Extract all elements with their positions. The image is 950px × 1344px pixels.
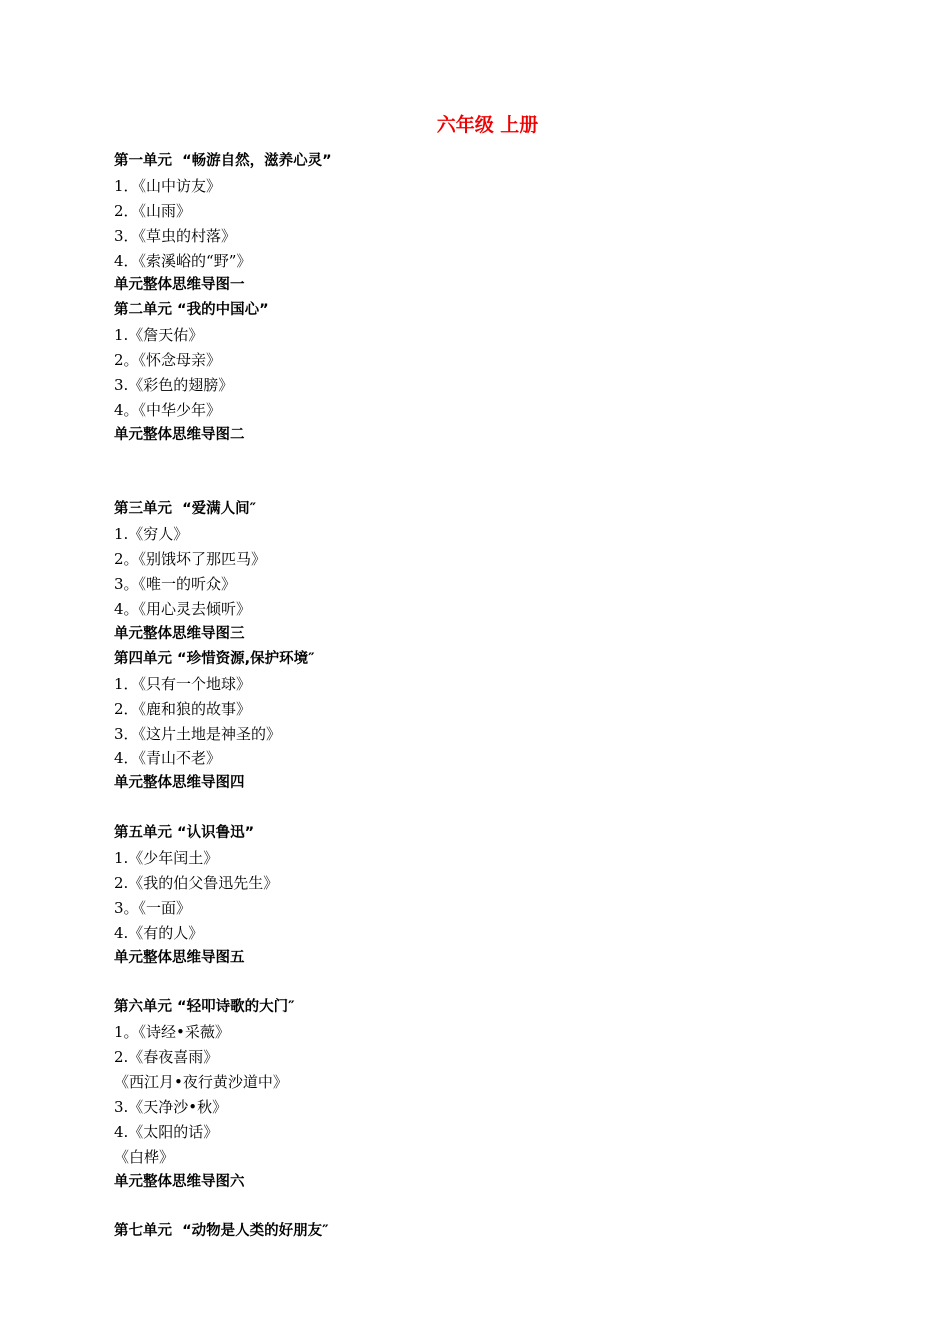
- lesson-item: 1．《山中访友》: [114, 176, 222, 195]
- lesson-item: 1.《少年闰土》: [114, 848, 219, 867]
- unit-summary: 单元整体思维导图五: [114, 949, 245, 966]
- unit-heading: 第三单元 “爱满人间″: [114, 501, 257, 518]
- unit-summary: 单元整体思维导图三: [114, 625, 245, 642]
- lesson-item: 3．《草虫的村落》: [114, 226, 237, 245]
- lesson-item: 3。《一面》: [114, 898, 192, 917]
- lesson-item: 2.《我的伯父鲁迅先生》: [114, 873, 279, 892]
- unit-summary: 单元整体思维导图二: [114, 426, 245, 443]
- lesson-item: 3。《唯一的听众》: [114, 575, 237, 594]
- lesson-item: 《白桦》: [114, 1147, 175, 1166]
- lesson-item: 2。《怀念母亲》: [114, 351, 222, 370]
- unit-summary: 单元整体思维导图一: [114, 277, 245, 294]
- unit-summary: 单元整体思维导图四: [114, 775, 245, 792]
- lesson-item: 3.《彩色的翅膀》: [114, 376, 234, 395]
- lesson-item: 1．《只有一个地球》: [114, 674, 252, 693]
- unit-heading: 第五单元 “认识鲁迅”: [114, 825, 255, 842]
- lesson-item: 2.《春夜喜雨》: [114, 1048, 219, 1067]
- unit-heading: 第二单元 “我的中国心”: [114, 302, 269, 319]
- lesson-item: 2。《别饿坏了那匹马》: [114, 550, 267, 569]
- lesson-item: 4.《太阳的话》: [114, 1122, 219, 1141]
- table-of-contents: [114, 149, 874, 1244]
- unit-heading: 第七单元 “动物是人类的好朋友″: [114, 1223, 329, 1240]
- lesson-item: 1.《詹天佑》: [114, 326, 204, 345]
- lesson-item: 4。《中华少年》: [114, 400, 222, 419]
- lesson-item: 3．《这片土地是神圣的》: [114, 724, 282, 743]
- unit-summary: 单元整体思维导图六: [114, 1173, 245, 1190]
- lesson-item: 《西江月•夜行黄沙道中》: [114, 1072, 288, 1091]
- spacer: [114, 796, 874, 821]
- lesson-item: 2．《山雨》: [114, 201, 192, 220]
- lesson-item: 4．《青山不老》: [114, 749, 222, 768]
- lesson-item: 4。《用心灵去倾听》: [114, 600, 252, 619]
- unit-heading: 第一单元 “畅游自然，滋养心灵”: [114, 153, 332, 169]
- lesson-item: 1.《穷人》: [114, 525, 189, 544]
- spacer: [114, 970, 874, 995]
- spacer: [114, 448, 874, 498]
- page-title: 六年级 上册: [436, 114, 539, 136]
- unit-heading: 第六单元 “轻叩诗歌的大门″: [114, 999, 295, 1016]
- lesson-item: 3.《天净沙•秋》: [114, 1097, 228, 1116]
- lesson-item: 1。《诗经•采薇》: [114, 1023, 230, 1042]
- lesson-item: 4．《索溪峪的“野”》: [114, 251, 252, 270]
- unit-heading: 第四单元 “珍惜资源,保护环境″: [114, 650, 315, 667]
- lesson-item: 4.《有的人》: [114, 923, 204, 942]
- spacer: [114, 1194, 874, 1219]
- lesson-item: 2．《鹿和狼的故事》: [114, 699, 252, 718]
